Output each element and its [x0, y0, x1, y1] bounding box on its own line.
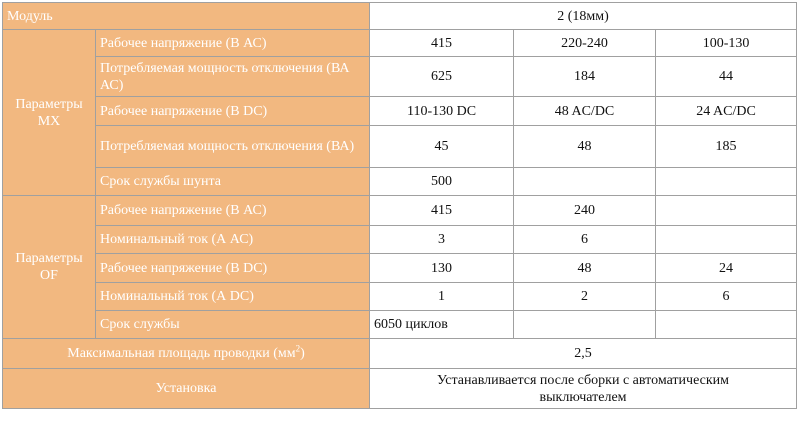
table-row-module: [3, 3, 797, 30]
cell-value: 625: [370, 57, 514, 97]
cell-value: 220-240: [514, 30, 656, 57]
cell-value: [656, 168, 797, 196]
row-label: Потребляемая мощность отключения (ВА АС): [96, 57, 370, 97]
table-row: [3, 30, 797, 57]
spec-table-container: [2, 2, 797, 409]
cell-value: 48: [514, 254, 656, 283]
cell-value: 3: [370, 226, 514, 254]
row-label: Рабочее напряжение (В АС): [96, 30, 370, 57]
cell-value: 110-130 DC: [370, 97, 514, 126]
cell-value: 184: [514, 57, 656, 97]
table-row: [3, 97, 797, 126]
cell-value: 500: [370, 168, 514, 196]
cell-value: 100-130: [656, 30, 797, 57]
row-label: Рабочее напряжение (В DC): [96, 254, 370, 283]
table-row: [3, 168, 797, 196]
cell-value: [656, 311, 797, 339]
row-label: Рабочее напряжение (В DC): [96, 97, 370, 126]
wiring-label-close: ): [300, 346, 305, 361]
table-row: [3, 254, 797, 283]
cell-value: [514, 168, 656, 196]
cell-value: 45: [370, 126, 514, 168]
cell-value: 415: [370, 30, 514, 57]
table-row: [3, 311, 797, 339]
cell-value: [514, 311, 656, 339]
cell-value: 1: [370, 283, 514, 311]
row-label: Потребляемая мощность отключения (ВА): [96, 126, 370, 168]
cell-value: 24: [656, 254, 797, 283]
table-row: [3, 126, 797, 168]
row-label: Номинальный ток (А DC): [96, 283, 370, 311]
cell-value: [656, 196, 797, 226]
module-label: Модуль: [3, 3, 370, 30]
cell-value: 2: [514, 283, 656, 311]
of-group-label: Параметры OF: [3, 196, 96, 339]
mx-group-label: Параметры MX: [3, 30, 96, 196]
row-label: Срок службы шунта: [96, 168, 370, 196]
cell-value: [656, 226, 797, 254]
cell-value: 415: [370, 196, 514, 226]
cell-value: 6: [514, 226, 656, 254]
table-row: [3, 196, 797, 226]
cell-value: 240: [514, 196, 656, 226]
table-row: [3, 57, 797, 97]
module-value: 2 (18мм): [370, 3, 797, 30]
table-row: [3, 226, 797, 254]
wiring-label-text: Максимальная площадь проводки (мм: [67, 346, 296, 361]
cell-value: 6050 циклов: [370, 311, 514, 339]
cell-value: 44: [656, 57, 797, 97]
install-label: Установка: [3, 369, 370, 409]
cell-value: 185: [656, 126, 797, 168]
install-value: Устанавливается после сборки с автоматическим выключателем: [370, 369, 797, 409]
table-row: [3, 283, 797, 311]
cell-value: 48 AC/DC: [514, 97, 656, 126]
table-row-install: [3, 369, 797, 409]
row-label: Номинальный ток (А АС): [96, 226, 370, 254]
cell-value: 130: [370, 254, 514, 283]
table-row-wiring: [3, 339, 797, 369]
cell-value: 24 AC/DC: [656, 97, 797, 126]
wiring-label: [3, 339, 370, 369]
wiring-value: 2,5: [370, 339, 797, 369]
spec-table: [2, 2, 797, 409]
row-label: Срок службы: [96, 311, 370, 339]
cell-value: 48: [514, 126, 656, 168]
row-label: Рабочее напряжение (В АС): [96, 196, 370, 226]
cell-value: 6: [656, 283, 797, 311]
wiring-label-sup: 2: [295, 343, 301, 354]
